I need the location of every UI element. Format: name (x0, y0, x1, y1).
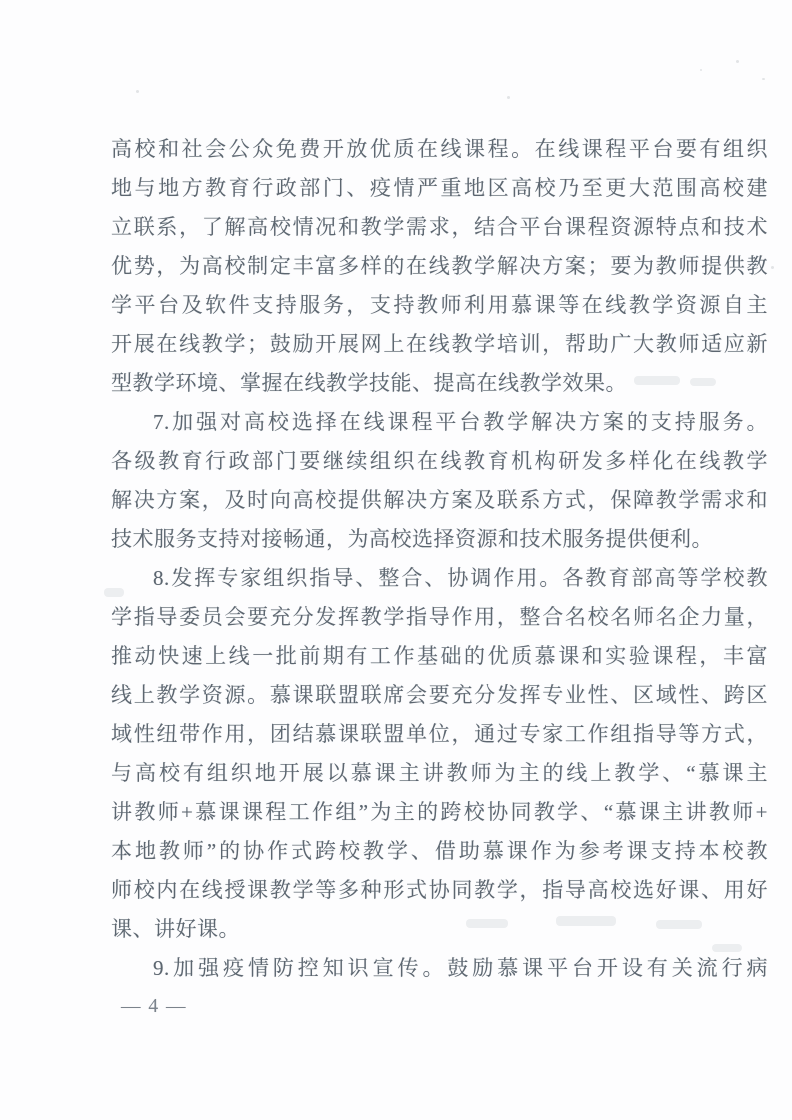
scan-speck (762, 78, 765, 80)
text-line: 7.加强对高校选择在线课程平台教学解决方案的支持服务。 (153, 410, 768, 434)
text-line: 学平台及软件支持服务，支持教师利用慕课等在线教学资源自主 (111, 293, 768, 317)
text-line: 地与地方教育行政部门、疫情严重地区高校乃至更大范围高校建 (111, 176, 768, 200)
text-line: 推动快速上线一批前期有工作基础的优质慕课和实验课程，丰富 (111, 644, 768, 668)
text-line: 型教学环境、掌握在线教学技能、提高在线教学效果。 (111, 371, 627, 395)
scan-speck (736, 60, 739, 63)
text-line: 技术服务支持对接畅通，为高校选择资源和技术服务提供便利。 (111, 527, 713, 551)
text-line: 高校和社会公众免费开放优质在线课程。在线课程平台要有组织 (111, 137, 768, 161)
page-number: — 4 — (121, 996, 187, 1017)
text-line: 各级教育行政部门要继续组织在线教育机构研发多样化在线教学 (111, 449, 768, 473)
text-line: 解决方案，及时向高校提供解决方案及联系方式，保障教学需求和 (111, 488, 768, 512)
text-line: 开展在线教学；鼓励开展网上在线教学培训，帮助广大教师适应新 (111, 332, 768, 356)
scan-speck (136, 90, 139, 93)
text-line: 8.发挥专家组织指导、整合、协调作用。各教育部高等学校教 (153, 566, 768, 590)
text-line: 与高校有组织地开展以慕课主讲教师为主的线上教学、“慕课主 (111, 761, 768, 785)
text-line: 课、讲好课。 (111, 917, 240, 941)
text-line: 9.加强疫情防控知识宣传。鼓励慕课平台开设有关流行病 (153, 956, 768, 980)
text-line: 域性纽带作用，团结慕课联盟单位，通过专家工作组指导等方式， (111, 722, 768, 746)
text-line: 师校内在线授课教学等多种形式协同教学，指导高校选好课、用好 (111, 878, 768, 902)
text-line: 立联系，了解高校情况和教学需求，结合平台课程资源特点和技术 (111, 215, 768, 239)
scan-speck (700, 69, 702, 71)
text-line: 学指导委员会要充分发挥教学指导作用，整合名校名师名企力量， (111, 605, 768, 629)
scan-speck (771, 266, 774, 269)
scan-speck (507, 96, 510, 99)
text-line: 优势，为高校制定丰富多样的在线教学解决方案；要为教师提供教 (111, 254, 768, 278)
text-line: 线上教学资源。慕课联盟联席会要充分发挥专业性、区域性、跨区 (111, 683, 768, 707)
document-body (111, 130, 768, 988)
text-line: 本地教师”的协作式跨校教学、借助慕课作为参考课支持本校教 (111, 839, 768, 863)
text-line: 讲教师+慕课课程工作组”为主的跨校协同教学、“慕课主讲教师+ (111, 800, 768, 824)
